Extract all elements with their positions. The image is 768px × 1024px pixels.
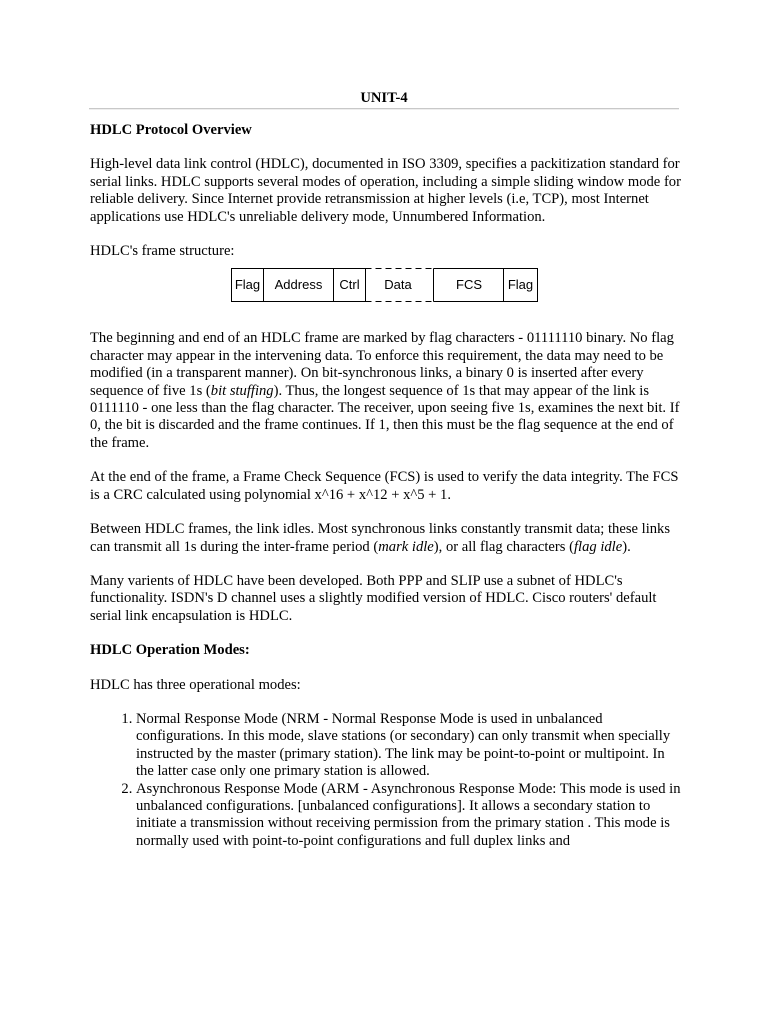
- paragraph-modes-intro: HDLC has three operational modes:: [90, 676, 301, 693]
- paragraph-link-idles: [90, 521, 682, 556]
- mark-idle-term: mark idle: [378, 538, 434, 555]
- list-item: 1. Normal Response Mode (NRM - Normal Response Mode is used in unbalanced configurations. In this mode, slave stations (or secondary) can only transmit when specially instructed by the master (primary station). The link may be point-to-point or multipoint. In the latter case only one primary station is allowed.: [136, 711, 682, 781]
- paragraph-fcs: At the end of the frame, a Frame Check Sequence (FCS) is used to verify the data integrity. The FCS is a CRC calculated using polynomial x^16 + x^12 + x^5 + 1.: [90, 469, 679, 503]
- unit-title: UNIT-4: [360, 90, 408, 106]
- paragraph-frame-intro: HDLC's frame structure:: [90, 243, 235, 260]
- frame-structure-svg: [231, 266, 541, 306]
- horizontal-rule: [89, 108, 679, 110]
- flag-idle-term: flag idle: [573, 538, 623, 555]
- frame-label-ctrl: Ctrl: [339, 277, 360, 293]
- document-body: [90, 122, 682, 850]
- p2-text-a: The beginning and end of an HDLC frame are marked by flag characters - 01111110 binary. No flag character may appear in the intervening data. To enforce this requirement, the data may need to be modified (in a transparent manner). On bit-synchronous links, a binary 0 is inserted after every sequence of five 1s (: [90, 330, 674, 399]
- p4-text-a: Between HDLC frames, the link idles. Most synchronous links constantly transmit data; these links can transmit all 1s during the inter-frame period (: [90, 521, 671, 555]
- frame-structure-diagram: [90, 260, 682, 314]
- bit-stuffing-term: bit stuffing: [210, 382, 274, 399]
- section-heading-overview: HDLC Protocol Overview: [90, 122, 252, 138]
- p2-text-b: ). Thus, the longest sequence of 1s that may appear of the link is 0111110 - one less than the flag character. The receiver, upon seeing five 1s, examines the next bit. If 0, the bit is discarded and the frame continues. If 1, then this must be the flag sequence at the end of the frame.: [90, 382, 680, 451]
- p4-text-c: ).: [622, 538, 631, 555]
- p4-text-b: ), or all flag characters (: [433, 538, 574, 555]
- list-item: 2. Asynchronous Response Mode (ARM - Asynchronous Response Mode: This mode is used in unbalanced configurations. [unbalanced configurations]. It allows a secondary station to initiate a transmission without receiving permission from the primary station . This mode is normally used with point-to-point configurations and full duplex links and: [136, 781, 682, 851]
- paragraph-flag-characters: [90, 330, 682, 452]
- operation-modes-list: [90, 711, 682, 850]
- paragraph-intro: High-level data link control (HDLC), documented in ISO 3309, specifies a packitization standard for serial links. HDLC supports several modes of operation, including a simple sliding window mode for reliable delivery. Since Internet provide retransmission at higher levels (i.e, TCP), most Internet applications use HDLC's unreliable delivery mode, Unnumbered Information.: [90, 156, 681, 225]
- frame-label-address: Address: [274, 277, 323, 293]
- frame-label-flag-end: Flag: [507, 277, 534, 293]
- frame-label-fcs: FCS: [456, 277, 482, 293]
- frame-label-data: Data: [384, 277, 412, 293]
- paragraph-variants: Many varients of HDLC have been developed. Both PPP and SLIP use a subnet of HDLC's functionality. ISDN's D channel uses a slightly modified version of HDLC. Cisco routers' default serial link encapsulation is HDLC.: [90, 572, 657, 624]
- section-heading-operation-modes: HDLC Operation Modes:: [90, 642, 250, 659]
- frame-label-flag-start: Flag: [234, 277, 261, 293]
